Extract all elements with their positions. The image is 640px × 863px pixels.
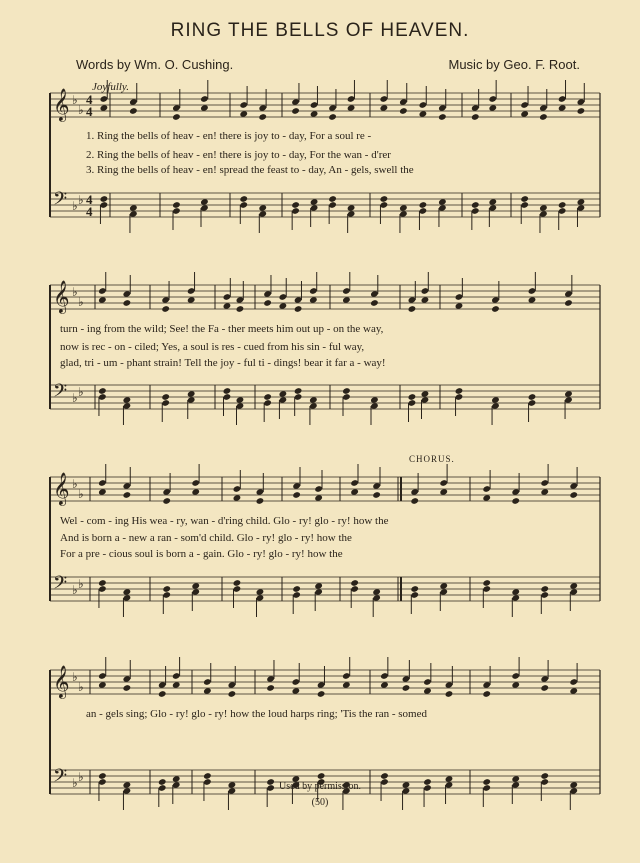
note-head	[203, 772, 212, 780]
note-head	[317, 772, 326, 780]
lyric-line: 3. Ring the bells of heav - en! spread the feast to - day, An - gels, swell the	[86, 164, 414, 176]
note-head	[402, 684, 411, 692]
flat-sign: ♭	[78, 103, 84, 117]
lyric-line: For a pre - cious soul is born a - gain. Glo - ry! glo - ry! how the	[60, 548, 343, 560]
lyric-line: Wel - com - ing His wea - ry, wan - d'ring child. Glo - ry! glo - ry! how the	[60, 515, 389, 527]
note-head	[569, 491, 578, 499]
note-head	[482, 690, 491, 698]
flat-sign: ♭	[78, 770, 84, 784]
note-head	[540, 684, 549, 692]
lyric-line: 2. Ring the bells of heav - en! there is joy to - day, For the wan - d'rer	[86, 149, 391, 161]
note-head	[172, 201, 181, 209]
note-head	[455, 387, 464, 395]
note-head	[491, 305, 500, 313]
flat-sign: ♭	[78, 680, 84, 694]
note-head	[419, 201, 428, 209]
note-head	[172, 113, 181, 121]
note-head	[328, 195, 337, 203]
note-head	[291, 107, 300, 115]
note-head	[380, 195, 389, 203]
lyric-line: turn - ing from the wild; See! the Fa - ther meets him out up - on the way,	[60, 323, 384, 335]
time-signature: 4	[86, 104, 93, 119]
flat-sign: ♭	[72, 583, 78, 597]
note-head	[482, 579, 491, 587]
note-head	[410, 585, 419, 593]
time-signature: 4	[86, 192, 93, 207]
note-head	[292, 585, 301, 593]
treble-clef: 𝄞	[53, 472, 70, 505]
note-head	[100, 195, 109, 203]
note-head	[292, 491, 301, 499]
tempo-marking: Joyfully.	[92, 81, 129, 93]
flat-sign: ♭	[78, 295, 84, 309]
note-head	[539, 113, 548, 121]
flat-sign: ♭	[72, 776, 78, 790]
note-head	[294, 387, 303, 395]
note-head	[408, 393, 417, 401]
note-head	[317, 690, 326, 698]
note-head	[158, 690, 167, 698]
bass-clef: 𝄢	[53, 189, 68, 214]
treble-clef: 𝄞	[53, 280, 70, 313]
note-head	[540, 585, 549, 593]
note-head	[161, 393, 170, 401]
note-head	[123, 684, 132, 692]
note-head	[294, 305, 303, 313]
note-head	[471, 201, 480, 209]
note-head	[129, 107, 138, 115]
time-signature: 4	[86, 204, 93, 219]
bass-clef: 𝄢	[53, 766, 68, 791]
note-head	[511, 497, 520, 505]
lyric-line: 1. Ring the bells of heav - en! there is joy to - day, For a soul re -	[86, 130, 372, 142]
time-signature: 4	[86, 92, 93, 107]
bass-clef: 𝄢	[53, 573, 68, 598]
note-head	[342, 387, 351, 395]
lyric-line: an - gels sing; Glo - ry! glo - ry! how the loud harps ring; 'Tis the ran - somed	[86, 708, 427, 720]
note-head	[577, 107, 586, 115]
note-head	[445, 690, 454, 698]
note-head	[540, 772, 549, 780]
lyricist-credit: Words by Wm. O. Cushing.	[76, 57, 234, 72]
note-head	[223, 387, 232, 395]
composer-credit: Music by Geo. F. Root.	[448, 57, 580, 72]
note-head	[564, 299, 573, 307]
song-title: RING THE BELLS OF HEAVEN.	[170, 20, 470, 41]
note-head	[263, 299, 272, 307]
note-head	[98, 387, 107, 395]
note-head	[372, 491, 381, 499]
flat-sign: ♭	[78, 487, 84, 501]
note-head	[520, 195, 529, 203]
note-head	[123, 299, 132, 307]
note-head	[291, 201, 300, 209]
flat-sign: ♭	[78, 385, 84, 399]
chorus-label: CHORUS.	[409, 454, 455, 464]
note-head	[380, 772, 389, 780]
flat-sign: ♭	[72, 670, 78, 684]
flat-sign: ♭	[72, 199, 78, 213]
note-head	[528, 393, 537, 401]
note-head	[258, 113, 267, 121]
note-head	[410, 497, 419, 505]
note-head	[98, 772, 107, 780]
note-head	[236, 305, 245, 313]
note-head	[266, 684, 275, 692]
treble-clef: 𝄞	[53, 665, 70, 698]
note-head	[233, 579, 242, 587]
note-head	[228, 690, 237, 698]
lyric-line: glad, tri - um - phant strain! Tell the joy - ful ti - dings! bear it far a - way!	[60, 357, 386, 369]
lyric-line: And is born a - new a ran - som'd child. Glo - ry! glo - ry! how the	[60, 532, 352, 544]
note-head	[408, 305, 417, 313]
note-head	[558, 201, 567, 209]
note-head	[162, 497, 171, 505]
note-head	[123, 491, 132, 499]
note-head	[256, 497, 265, 505]
note-head	[438, 113, 447, 121]
note-head	[98, 579, 107, 587]
note-head	[263, 393, 272, 401]
page-number: (50)	[311, 797, 329, 808]
note-head	[399, 107, 408, 115]
flat-sign: ♭	[72, 93, 78, 107]
lyric-line: now is rec - on - ciled; Yes, a soul is res - cued from his sin - ful way,	[60, 341, 365, 353]
note-head	[239, 195, 248, 203]
flat-sign: ♭	[78, 577, 84, 591]
flat-sign: ♭	[78, 193, 84, 207]
note-head	[350, 579, 359, 587]
note-head	[471, 113, 480, 121]
note-head	[161, 305, 170, 313]
note-head	[328, 113, 337, 121]
note-head	[162, 585, 171, 593]
flat-sign: ♭	[72, 391, 78, 405]
flat-sign: ♭	[72, 477, 78, 491]
treble-clef: 𝄞	[53, 88, 70, 121]
flat-sign: ♭	[72, 285, 78, 299]
permission-note: Used by permission.	[279, 781, 361, 792]
bass-clef: 𝄢	[53, 381, 68, 406]
note-head	[370, 299, 379, 307]
